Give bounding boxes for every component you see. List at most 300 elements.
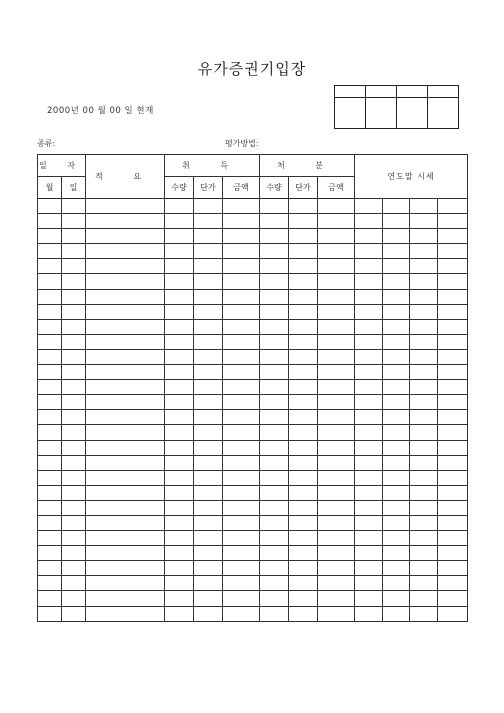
ledger-cell[interactable] <box>62 274 86 289</box>
ledger-cell[interactable] <box>86 229 165 244</box>
ledger-cell[interactable] <box>383 591 410 606</box>
ledger-cell[interactable] <box>165 349 194 364</box>
ledger-cell[interactable] <box>223 470 260 485</box>
ledger-cell[interactable] <box>355 425 383 440</box>
ledger-cell[interactable] <box>260 455 289 470</box>
ledger-cell[interactable] <box>38 365 62 380</box>
ledger-cell[interactable] <box>260 334 289 349</box>
ledger-cell[interactable] <box>223 531 260 546</box>
ledger-cell[interactable] <box>318 259 355 274</box>
ledger-cell[interactable] <box>410 440 438 455</box>
ledger-cell[interactable] <box>318 319 355 334</box>
approval-sign-cell[interactable] <box>335 98 366 129</box>
ledger-cell[interactable] <box>289 334 318 349</box>
ledger-cell[interactable] <box>86 606 165 621</box>
ledger-cell[interactable] <box>223 515 260 530</box>
ledger-cell[interactable] <box>38 410 62 425</box>
ledger-cell[interactable] <box>410 425 438 440</box>
ledger-cell[interactable] <box>38 244 62 259</box>
ledger-cell[interactable] <box>289 274 318 289</box>
ledger-cell[interactable] <box>165 440 194 455</box>
ledger-cell[interactable] <box>260 214 289 229</box>
ledger-cell[interactable] <box>62 576 86 591</box>
ledger-cell[interactable] <box>289 500 318 515</box>
ledger-cell[interactable] <box>62 440 86 455</box>
ledger-cell[interactable] <box>223 591 260 606</box>
ledger-cell[interactable] <box>194 334 223 349</box>
ledger-cell[interactable] <box>165 380 194 395</box>
ledger-cell[interactable] <box>223 455 260 470</box>
ledger-cell[interactable] <box>318 531 355 546</box>
ledger-cell[interactable] <box>62 591 86 606</box>
ledger-cell[interactable] <box>355 304 383 319</box>
ledger-cell[interactable] <box>383 380 410 395</box>
ledger-cell[interactable] <box>62 515 86 530</box>
ledger-cell[interactable] <box>165 470 194 485</box>
ledger-cell[interactable] <box>410 500 438 515</box>
ledger-cell[interactable] <box>438 576 468 591</box>
ledger-cell[interactable] <box>223 425 260 440</box>
ledger-cell[interactable] <box>355 410 383 425</box>
ledger-cell[interactable] <box>194 199 223 214</box>
ledger-cell[interactable] <box>383 561 410 576</box>
ledger-cell[interactable] <box>86 500 165 515</box>
ledger-cell[interactable] <box>86 289 165 304</box>
ledger-cell[interactable] <box>438 546 468 561</box>
ledger-cell[interactable] <box>318 515 355 530</box>
ledger-cell[interactable] <box>223 289 260 304</box>
ledger-cell[interactable] <box>410 274 438 289</box>
ledger-cell[interactable] <box>355 455 383 470</box>
ledger-cell[interactable] <box>383 365 410 380</box>
ledger-cell[interactable] <box>260 274 289 289</box>
ledger-cell[interactable] <box>62 425 86 440</box>
ledger-cell[interactable] <box>260 395 289 410</box>
ledger-cell[interactable] <box>318 214 355 229</box>
ledger-cell[interactable] <box>355 349 383 364</box>
ledger-cell[interactable] <box>194 485 223 500</box>
ledger-cell[interactable] <box>318 455 355 470</box>
ledger-cell[interactable] <box>62 606 86 621</box>
ledger-cell[interactable] <box>165 425 194 440</box>
ledger-cell[interactable] <box>194 546 223 561</box>
ledger-cell[interactable] <box>194 410 223 425</box>
ledger-cell[interactable] <box>38 485 62 500</box>
ledger-cell[interactable] <box>318 229 355 244</box>
ledger-cell[interactable] <box>289 214 318 229</box>
ledger-cell[interactable] <box>383 274 410 289</box>
ledger-cell[interactable] <box>318 546 355 561</box>
ledger-cell[interactable] <box>438 365 468 380</box>
ledger-cell[interactable] <box>223 485 260 500</box>
ledger-cell[interactable] <box>260 470 289 485</box>
ledger-cell[interactable] <box>194 214 223 229</box>
ledger-cell[interactable] <box>410 304 438 319</box>
ledger-cell[interactable] <box>289 455 318 470</box>
ledger-cell[interactable] <box>289 199 318 214</box>
ledger-cell[interactable] <box>194 515 223 530</box>
ledger-cell[interactable] <box>260 500 289 515</box>
ledger-cell[interactable] <box>289 349 318 364</box>
ledger-cell[interactable] <box>260 365 289 380</box>
ledger-cell[interactable] <box>38 274 62 289</box>
ledger-cell[interactable] <box>62 349 86 364</box>
ledger-cell[interactable] <box>355 365 383 380</box>
ledger-cell[interactable] <box>289 289 318 304</box>
ledger-cell[interactable] <box>318 380 355 395</box>
ledger-cell[interactable] <box>355 470 383 485</box>
ledger-cell[interactable] <box>38 289 62 304</box>
approval-sign-cell[interactable] <box>366 98 397 129</box>
ledger-cell[interactable] <box>289 425 318 440</box>
ledger-cell[interactable] <box>62 229 86 244</box>
ledger-cell[interactable] <box>86 576 165 591</box>
ledger-cell[interactable] <box>355 531 383 546</box>
ledger-cell[interactable] <box>355 546 383 561</box>
ledger-cell[interactable] <box>438 199 468 214</box>
ledger-cell[interactable] <box>289 410 318 425</box>
ledger-cell[interactable] <box>194 289 223 304</box>
ledger-cell[interactable] <box>223 199 260 214</box>
ledger-cell[interactable] <box>383 485 410 500</box>
ledger-cell[interactable] <box>38 576 62 591</box>
ledger-cell[interactable] <box>318 485 355 500</box>
ledger-cell[interactable] <box>318 304 355 319</box>
ledger-cell[interactable] <box>62 500 86 515</box>
ledger-cell[interactable] <box>355 259 383 274</box>
ledger-cell[interactable] <box>260 425 289 440</box>
ledger-cell[interactable] <box>38 319 62 334</box>
ledger-cell[interactable] <box>62 470 86 485</box>
ledger-cell[interactable] <box>438 455 468 470</box>
ledger-cell[interactable] <box>86 470 165 485</box>
ledger-cell[interactable] <box>318 334 355 349</box>
ledger-cell[interactable] <box>223 214 260 229</box>
ledger-cell[interactable] <box>223 500 260 515</box>
ledger-cell[interactable] <box>383 319 410 334</box>
ledger-cell[interactable] <box>438 395 468 410</box>
ledger-cell[interactable] <box>410 515 438 530</box>
ledger-cell[interactable] <box>86 395 165 410</box>
ledger-cell[interactable] <box>438 349 468 364</box>
ledger-cell[interactable] <box>62 546 86 561</box>
ledger-cell[interactable] <box>62 365 86 380</box>
ledger-cell[interactable] <box>62 395 86 410</box>
ledger-cell[interactable] <box>223 349 260 364</box>
ledger-cell[interactable] <box>165 576 194 591</box>
ledger-cell[interactable] <box>410 214 438 229</box>
ledger-cell[interactable] <box>438 244 468 259</box>
ledger-cell[interactable] <box>289 229 318 244</box>
ledger-cell[interactable] <box>383 606 410 621</box>
ledger-cell[interactable] <box>260 319 289 334</box>
ledger-cell[interactable] <box>318 349 355 364</box>
ledger-cell[interactable] <box>165 531 194 546</box>
ledger-cell[interactable] <box>383 259 410 274</box>
ledger-cell[interactable] <box>260 199 289 214</box>
ledger-cell[interactable] <box>410 395 438 410</box>
ledger-cell[interactable] <box>86 485 165 500</box>
ledger-cell[interactable] <box>86 349 165 364</box>
ledger-cell[interactable] <box>438 561 468 576</box>
ledger-cell[interactable] <box>194 531 223 546</box>
ledger-cell[interactable] <box>62 485 86 500</box>
ledger-cell[interactable] <box>438 440 468 455</box>
ledger-cell[interactable] <box>289 576 318 591</box>
ledger-cell[interactable] <box>410 259 438 274</box>
ledger-cell[interactable] <box>194 425 223 440</box>
ledger-cell[interactable] <box>318 289 355 304</box>
ledger-cell[interactable] <box>410 289 438 304</box>
ledger-cell[interactable] <box>410 334 438 349</box>
ledger-cell[interactable] <box>438 531 468 546</box>
ledger-cell[interactable] <box>355 334 383 349</box>
ledger-cell[interactable] <box>194 440 223 455</box>
ledger-cell[interactable] <box>383 500 410 515</box>
ledger-cell[interactable] <box>165 229 194 244</box>
ledger-cell[interactable] <box>86 515 165 530</box>
ledger-cell[interactable] <box>165 515 194 530</box>
ledger-cell[interactable] <box>410 365 438 380</box>
approval-sign-cell[interactable] <box>397 98 428 129</box>
ledger-cell[interactable] <box>289 606 318 621</box>
ledger-cell[interactable] <box>410 349 438 364</box>
ledger-cell[interactable] <box>289 395 318 410</box>
ledger-cell[interactable] <box>194 455 223 470</box>
ledger-cell[interactable] <box>355 214 383 229</box>
ledger-cell[interactable] <box>62 289 86 304</box>
ledger-cell[interactable] <box>86 319 165 334</box>
ledger-cell[interactable] <box>260 229 289 244</box>
ledger-cell[interactable] <box>438 425 468 440</box>
ledger-cell[interactable] <box>260 259 289 274</box>
ledger-cell[interactable] <box>289 244 318 259</box>
ledger-cell[interactable] <box>355 274 383 289</box>
ledger-cell[interactable] <box>260 289 289 304</box>
ledger-cell[interactable] <box>194 349 223 364</box>
ledger-cell[interactable] <box>38 500 62 515</box>
ledger-cell[interactable] <box>289 591 318 606</box>
ledger-cell[interactable] <box>86 546 165 561</box>
ledger-cell[interactable] <box>38 259 62 274</box>
ledger-cell[interactable] <box>410 229 438 244</box>
ledger-cell[interactable] <box>355 199 383 214</box>
ledger-cell[interactable] <box>38 561 62 576</box>
ledger-cell[interactable] <box>289 440 318 455</box>
ledger-cell[interactable] <box>410 319 438 334</box>
ledger-cell[interactable] <box>410 199 438 214</box>
ledger-cell[interactable] <box>383 531 410 546</box>
ledger-cell[interactable] <box>86 410 165 425</box>
ledger-cell[interactable] <box>355 244 383 259</box>
ledger-cell[interactable] <box>165 485 194 500</box>
ledger-cell[interactable] <box>289 380 318 395</box>
ledger-cell[interactable] <box>165 606 194 621</box>
ledger-cell[interactable] <box>318 410 355 425</box>
ledger-cell[interactable] <box>438 214 468 229</box>
ledger-cell[interactable] <box>289 515 318 530</box>
ledger-cell[interactable] <box>165 546 194 561</box>
ledger-cell[interactable] <box>410 470 438 485</box>
ledger-cell[interactable] <box>165 395 194 410</box>
ledger-cell[interactable] <box>165 591 194 606</box>
ledger-cell[interactable] <box>383 410 410 425</box>
ledger-cell[interactable] <box>260 561 289 576</box>
ledger-cell[interactable] <box>260 304 289 319</box>
ledger-cell[interactable] <box>289 531 318 546</box>
ledger-cell[interactable] <box>194 259 223 274</box>
ledger-cell[interactable] <box>62 244 86 259</box>
ledger-cell[interactable] <box>62 531 86 546</box>
ledger-cell[interactable] <box>355 561 383 576</box>
ledger-cell[interactable] <box>165 500 194 515</box>
ledger-cell[interactable] <box>318 425 355 440</box>
ledger-cell[interactable] <box>438 485 468 500</box>
ledger-cell[interactable] <box>383 289 410 304</box>
ledger-cell[interactable] <box>62 455 86 470</box>
ledger-cell[interactable] <box>62 561 86 576</box>
ledger-cell[interactable] <box>383 304 410 319</box>
ledger-cell[interactable] <box>318 500 355 515</box>
ledger-cell[interactable] <box>86 199 165 214</box>
ledger-cell[interactable] <box>38 334 62 349</box>
ledger-cell[interactable] <box>86 214 165 229</box>
ledger-cell[interactable] <box>223 561 260 576</box>
ledger-cell[interactable] <box>86 440 165 455</box>
ledger-cell[interactable] <box>438 410 468 425</box>
ledger-cell[interactable] <box>194 470 223 485</box>
ledger-cell[interactable] <box>383 214 410 229</box>
ledger-cell[interactable] <box>355 289 383 304</box>
ledger-cell[interactable] <box>260 546 289 561</box>
ledger-cell[interactable] <box>410 531 438 546</box>
ledger-cell[interactable] <box>438 591 468 606</box>
ledger-cell[interactable] <box>165 455 194 470</box>
ledger-cell[interactable] <box>38 440 62 455</box>
ledger-cell[interactable] <box>194 274 223 289</box>
ledger-cell[interactable] <box>410 244 438 259</box>
ledger-cell[interactable] <box>410 591 438 606</box>
ledger-cell[interactable] <box>223 259 260 274</box>
ledger-cell[interactable] <box>383 349 410 364</box>
ledger-cell[interactable] <box>38 349 62 364</box>
ledger-cell[interactable] <box>165 274 194 289</box>
ledger-cell[interactable] <box>86 380 165 395</box>
ledger-cell[interactable] <box>383 470 410 485</box>
ledger-cell[interactable] <box>318 576 355 591</box>
ledger-cell[interactable] <box>86 531 165 546</box>
ledger-cell[interactable] <box>194 576 223 591</box>
ledger-cell[interactable] <box>410 455 438 470</box>
ledger-cell[interactable] <box>165 259 194 274</box>
ledger-cell[interactable] <box>383 244 410 259</box>
ledger-cell[interactable] <box>260 244 289 259</box>
ledger-cell[interactable] <box>260 576 289 591</box>
ledger-cell[interactable] <box>194 395 223 410</box>
ledger-cell[interactable] <box>318 199 355 214</box>
ledger-cell[interactable] <box>194 561 223 576</box>
ledger-cell[interactable] <box>289 470 318 485</box>
ledger-cell[interactable] <box>260 485 289 500</box>
approval-sign-cell[interactable] <box>428 98 459 129</box>
ledger-cell[interactable] <box>194 365 223 380</box>
ledger-cell[interactable] <box>355 319 383 334</box>
ledger-cell[interactable] <box>355 380 383 395</box>
ledger-cell[interactable] <box>62 199 86 214</box>
ledger-cell[interactable] <box>410 606 438 621</box>
ledger-cell[interactable] <box>318 244 355 259</box>
ledger-cell[interactable] <box>355 485 383 500</box>
ledger-cell[interactable] <box>62 304 86 319</box>
ledger-cell[interactable] <box>289 259 318 274</box>
ledger-cell[interactable] <box>223 606 260 621</box>
ledger-cell[interactable] <box>38 380 62 395</box>
ledger-cell[interactable] <box>223 410 260 425</box>
ledger-cell[interactable] <box>410 485 438 500</box>
ledger-cell[interactable] <box>38 455 62 470</box>
ledger-cell[interactable] <box>223 395 260 410</box>
ledger-cell[interactable] <box>165 410 194 425</box>
ledger-cell[interactable] <box>223 229 260 244</box>
ledger-cell[interactable] <box>38 395 62 410</box>
ledger-cell[interactable] <box>318 365 355 380</box>
ledger-cell[interactable] <box>62 334 86 349</box>
ledger-cell[interactable] <box>355 500 383 515</box>
ledger-cell[interactable] <box>289 561 318 576</box>
ledger-cell[interactable] <box>410 576 438 591</box>
ledger-cell[interactable] <box>438 470 468 485</box>
ledger-cell[interactable] <box>410 380 438 395</box>
ledger-cell[interactable] <box>194 319 223 334</box>
ledger-cell[interactable] <box>383 395 410 410</box>
ledger-cell[interactable] <box>223 319 260 334</box>
ledger-cell[interactable] <box>194 380 223 395</box>
ledger-cell[interactable] <box>438 259 468 274</box>
ledger-cell[interactable] <box>289 485 318 500</box>
ledger-cell[interactable] <box>289 546 318 561</box>
ledger-cell[interactable] <box>438 334 468 349</box>
ledger-cell[interactable] <box>86 244 165 259</box>
ledger-cell[interactable] <box>410 561 438 576</box>
ledger-cell[interactable] <box>260 410 289 425</box>
ledger-cell[interactable] <box>438 289 468 304</box>
ledger-cell[interactable] <box>438 229 468 244</box>
ledger-cell[interactable] <box>86 259 165 274</box>
ledger-cell[interactable] <box>223 440 260 455</box>
ledger-cell[interactable] <box>355 440 383 455</box>
ledger-cell[interactable] <box>289 319 318 334</box>
ledger-cell[interactable] <box>62 380 86 395</box>
ledger-cell[interactable] <box>438 380 468 395</box>
ledger-cell[interactable] <box>38 606 62 621</box>
ledger-cell[interactable] <box>260 591 289 606</box>
ledger-cell[interactable] <box>223 334 260 349</box>
ledger-cell[interactable] <box>355 395 383 410</box>
ledger-cell[interactable] <box>165 244 194 259</box>
ledger-cell[interactable] <box>260 349 289 364</box>
ledger-cell[interactable] <box>86 561 165 576</box>
ledger-cell[interactable] <box>223 365 260 380</box>
ledger-cell[interactable] <box>38 214 62 229</box>
ledger-cell[interactable] <box>38 591 62 606</box>
ledger-cell[interactable] <box>223 546 260 561</box>
ledger-cell[interactable] <box>62 259 86 274</box>
ledger-cell[interactable] <box>260 531 289 546</box>
ledger-cell[interactable] <box>194 304 223 319</box>
ledger-cell[interactable] <box>223 576 260 591</box>
ledger-cell[interactable] <box>223 244 260 259</box>
ledger-cell[interactable] <box>194 244 223 259</box>
